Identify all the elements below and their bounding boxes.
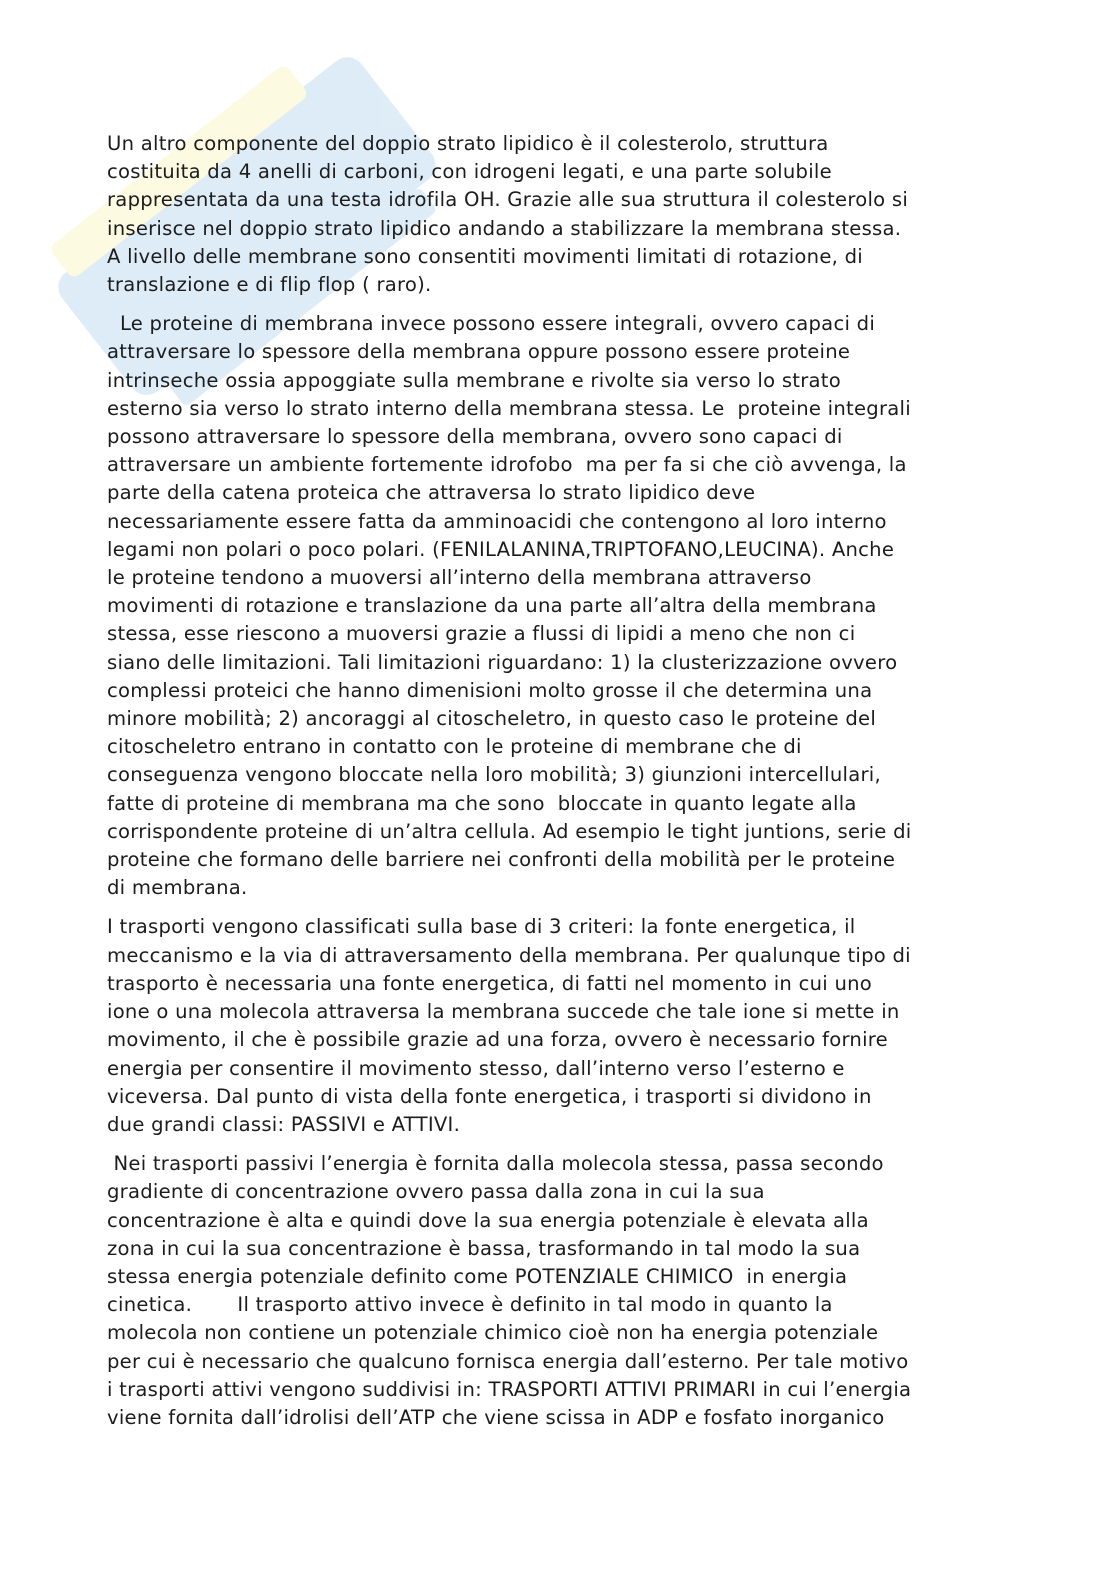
text-line: conseguenza vengono bloccate nella loro mobilità; 3) giunzioni intercellulari, [107, 763, 881, 787]
text-line: zona in cui la sua concentrazione è bassa, trasformando in tal modo la sua [107, 1236, 861, 1260]
text-line: corrispondente proteine di un’altra cellula. Ad esempio le tight juntions, serie di [107, 819, 912, 843]
text-line: meccanismo e la via di attraversamento della membrana. Per qualunque tipo di [107, 943, 911, 967]
text-line: energia per consentire il movimento stesso, dall’interno verso l’esterno e [107, 1056, 845, 1080]
text-line: citoscheletro entrano in contatto con le proteine di membrane che di [107, 735, 802, 759]
text-line: molecola non contiene un potenziale chimico cioè non ha energia potenziale [107, 1321, 879, 1345]
text-line: Un altro componente del doppio strato lipidico è il colesterolo, struttura [107, 132, 829, 155]
text-line: concentrazione è alta e quindi dove la sua energia potenziale è elevata alla [107, 1208, 869, 1232]
text-line: fatte di proteine di membrana ma che sono bloccate in quanto legate alla [107, 791, 857, 815]
text-line: le proteine tendono a muoversi all’interno della membrana attraverso [107, 566, 812, 590]
text-line: Le proteine di membrana invece possono essere integrali, ovvero capaci di [107, 312, 876, 336]
text-line: trasporto è necessaria una fonte energetica, di fatti nel momento in cui uno [107, 971, 873, 995]
text-line: viene fornita dall’idrolisi dell’ATP che viene scissa in ADP e fosfato inorganico [107, 1405, 885, 1429]
text-line: complessi proteici che hanno dimenisioni molto grosse il che determina una [107, 678, 873, 702]
text-line: i trasporti attivi vengono suddivisi in: TRASPORTI ATTIVI PRIMARI in cui l’energia [107, 1377, 912, 1401]
text-line: attraversare un ambiente fortemente idrofobo ma per fa si che ciò avvenga, la [107, 453, 907, 477]
paragraph [107, 1150, 1007, 1432]
text-line: stessa, esse riescono a muoversi grazie a flussi di lipidi a meno che non ci [107, 622, 856, 646]
text-line: movimenti di rotazione e translazione da una parte all’altra della membrana [107, 594, 877, 618]
text-line: costituita da 4 anelli di carboni, con idrogeni legati, e una parte solubile [107, 160, 832, 184]
text-line: parte della catena proteica che attraversa lo strato lipidico deve [107, 481, 756, 505]
text-line: viceversa. Dal punto di vista della fonte energetica, i trasporti si dividono in [107, 1084, 872, 1108]
text-line: translazione e di flip flop ( raro). [107, 273, 432, 297]
text-line: cinetica. Il trasporto attivo invece è definito in tal modo in quanto la [107, 1293, 833, 1317]
text-line: rappresentata da una testa idrofila OH. Grazie alle sua struttura il colesterolo si [107, 188, 909, 212]
text-line: siano delle limitazioni. Tali limitazioni riguardano: 1) la clusterizzazione ovvero [107, 650, 898, 674]
text-line: legami non polari o poco polari. (FENILALANINA,TRIPTOFANO,LEUCINA). Anche [107, 537, 895, 561]
text-line: inserisce nel doppio strato lipidico andando a stabilizzare la membrana stessa. [107, 216, 902, 240]
text-line: per cui è necessario che qualcuno fornisca energia dall’esterno. Per tale motivo [107, 1349, 909, 1373]
text-line: necessariamente essere fatta da amminoacidi che contengono al loro interno [107, 509, 887, 533]
text-line: intrinseche ossia appoggiate sulla membrane e rivolte sia verso lo strato [107, 368, 841, 392]
paragraph [107, 130, 1007, 299]
text-line: stessa energia potenziale definito come POTENZIALE CHIMICO in energia [107, 1264, 848, 1288]
text-line: gradiente di concentrazione ovvero passa dalla zona in cui la sua [107, 1180, 765, 1204]
text-line: proteine che formano delle barriere nei confronti della mobilità per le proteine [107, 848, 896, 872]
text-line: Nei trasporti passivi l’energia è fornita dalla molecola stessa, passa secondo [107, 1152, 884, 1176]
document-body [107, 130, 1007, 1443]
text-line: di membrana. [107, 876, 248, 900]
text-line: ione o una molecola attraversa la membrana succede che tale ione si mette in [107, 1000, 900, 1024]
text-line: esterno sia verso lo strato interno della membrana stessa. Le proteine integrali [107, 396, 911, 420]
text-line: due grandi classi: PASSIVI e ATTIVI. [107, 1112, 461, 1136]
paragraph [107, 310, 1007, 902]
text-line: possono attraversare lo spessore della membrana, ovvero sono capaci di [107, 425, 843, 449]
text-line: movimento, il che è possibile grazie ad una forza, ovvero è necessario fornire [107, 1028, 888, 1052]
text-line: I trasporti vengono classificati sulla base di 3 criteri: la fonte energetica, il [107, 915, 856, 939]
paragraph [107, 913, 1007, 1139]
text-line: minore mobilità; 2) ancoraggi al citoscheletro, in questo caso le proteine del [107, 707, 877, 731]
text-line: A livello delle membrane sono consentiti movimenti limitati di rotazione, di [107, 244, 863, 268]
text-line: attraversare lo spessore della membrana oppure possono essere proteine [107, 340, 851, 364]
